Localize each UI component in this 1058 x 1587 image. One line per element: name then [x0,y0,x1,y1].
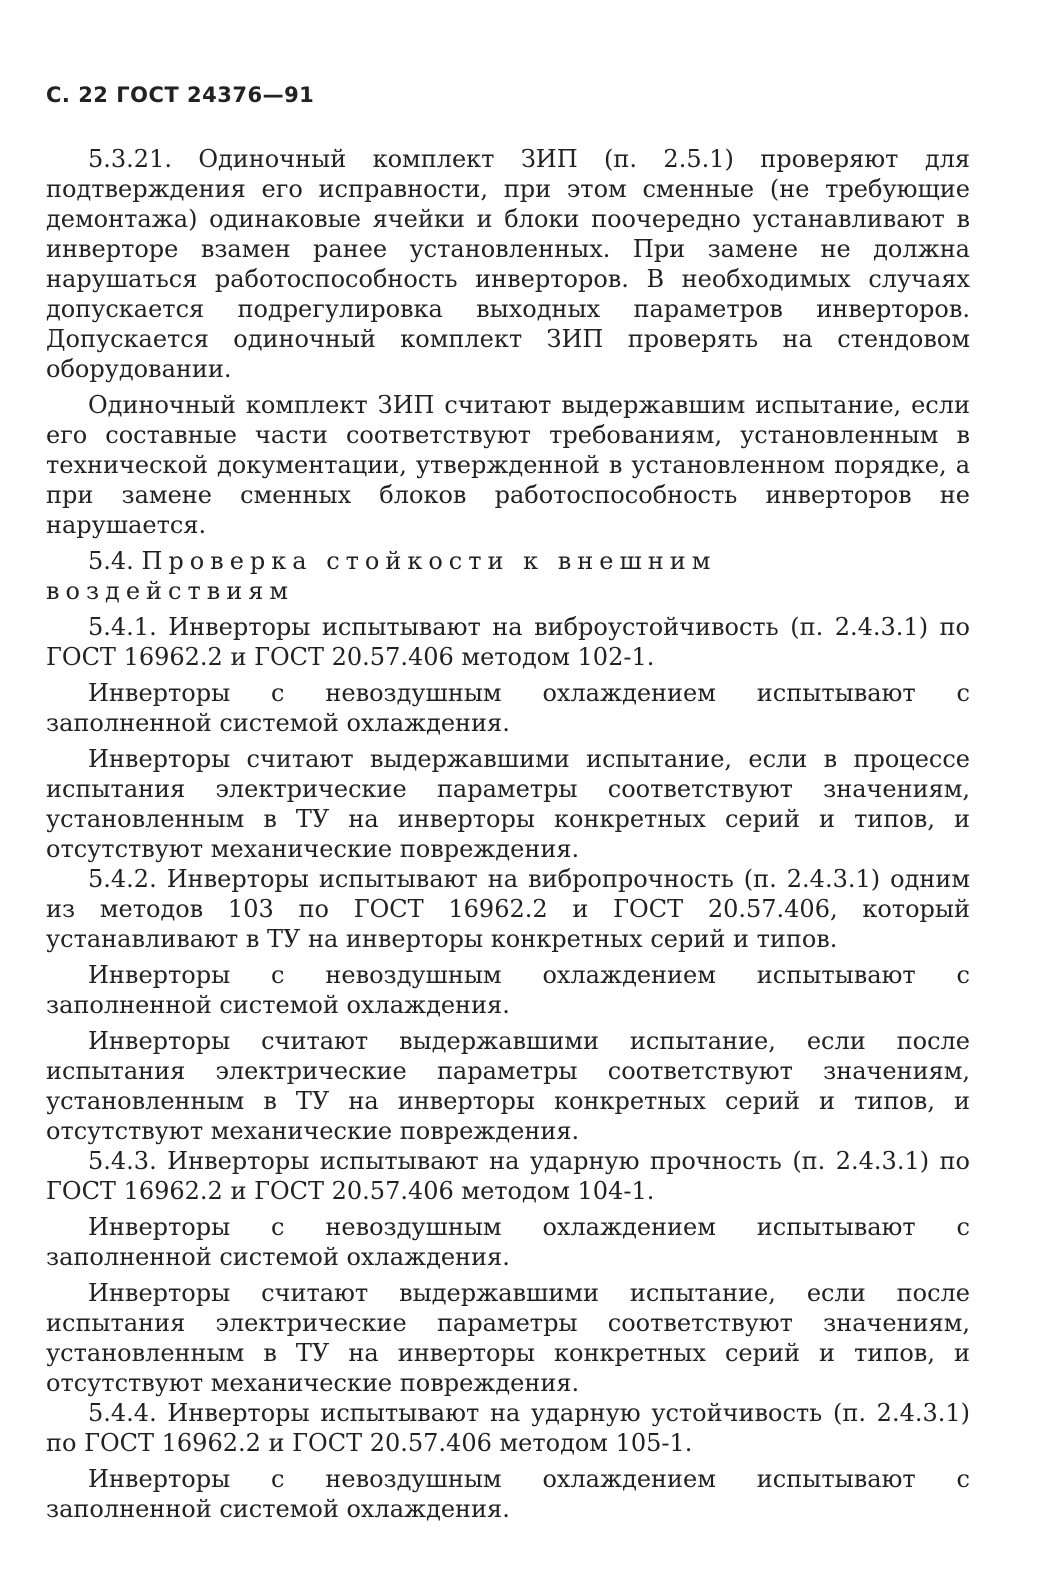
paragraph-5-4-1-cooling: Инверторы с невоздушным охлаждением испытывают с заполненной системой охлаждения. [46,679,978,737]
paragraph-5-3-21-conclusion: Одиночный комплект ЗИП считают выдержавшим испытание, если его составные части соответствуют требованиям, установленным в технической документации, утвержденной в установленном порядке, а при замене сменных блоков работоспособность инверторов не нарушается. [46,391,978,539]
paragraph-5-4-2-cooling: Инверторы с невоздушным охлаждением испытывают с заполненной системой охлаждения. [46,961,978,1019]
paragraph-5-4-3-cooling: Инверторы с невоздушным охлаждением испытывают с заполненной системой охлаждения. [46,1213,978,1271]
paragraph-5-4-1-conclusion: Инверторы считают выдержавшими испытание, если в процессе испытания электрические параметры соответствуют значениям, установленным в ТУ на инверторы конкретных серий и типов, и отсутствуют механические повреждения. [46,745,978,863]
paragraph-5-4-3-conclusion: Инверторы считают выдержавшими испытание, если после испытания электрические параметры соответствуют значениям, установленным в ТУ на инверторы конкретных серий и типов, и отсутствуют механические повреждения. [46,1279,978,1397]
page-header: С. 22 ГОСТ 24376—91 [46,83,315,107]
paragraph-5-4-2-conclusion: Инверторы считают выдержавшими испытание, если после испытания электрические параметры соответствуют значениям, установленным в ТУ на инверторы конкретных серий и типов, и отсутствуют механические повреждения. [46,1027,978,1145]
paragraph-5-4-4-cooling: Инверторы с невоздушным охлаждением испытывают с заполненной системой охлаждения. [46,1465,978,1523]
paragraph-5-3-21: 5.3.21. Одиночный комплект ЗИП (п. 2.5.1) проверяют для подтверждения его исправности, при этом сменные (не требующие демонтажа) одинаковые ячейки и блоки поочередно устанавливают в инверторе взамен ранее установленных. При замене не должна нарушаться работоспособность инверторов. В необходимых случаях допускается подрегулировка выходных параметров инверторов. Допускается одиночный комплект ЗИП проверять на стендовом оборудовании. [46,145,978,383]
paragraph-5-4-2: 5.4.2. Инверторы испытывают на вибропрочность (п. 2.4.3.1) одним из методов 103 по ГОСТ 16962.2 и ГОСТ 20.57.406, который устанавливают в ТУ на инверторы конкретных серий и типов. [46,865,978,953]
paragraph-5-4-4: 5.4.4. Инверторы испытывают на ударную устойчивость (п. 2.4.3.1) по ГОСТ 16962.2 и ГОСТ 20.57.406 методом 105-1. [46,1399,978,1457]
paragraph-5-4-3: 5.4.3. Инверторы испытывают на ударную прочность (п. 2.4.3.1) по ГОСТ 16962.2 и ГОСТ 20.57.406 методом 104-1. [46,1147,978,1205]
section-5-4-heading [46,546,970,606]
section-number: 5.4. [88,547,134,575]
paragraph-5-4-1: 5.4.1. Инверторы испытывают на виброустойчивость (п. 2.4.3.1) по ГОСТ 16962.2 и ГОСТ 20.57.406 методом 102-1. [46,613,978,671]
document-page [46,80,978,1530]
section-title: Проверка стойкости к внешним воздействиям [46,547,717,605]
